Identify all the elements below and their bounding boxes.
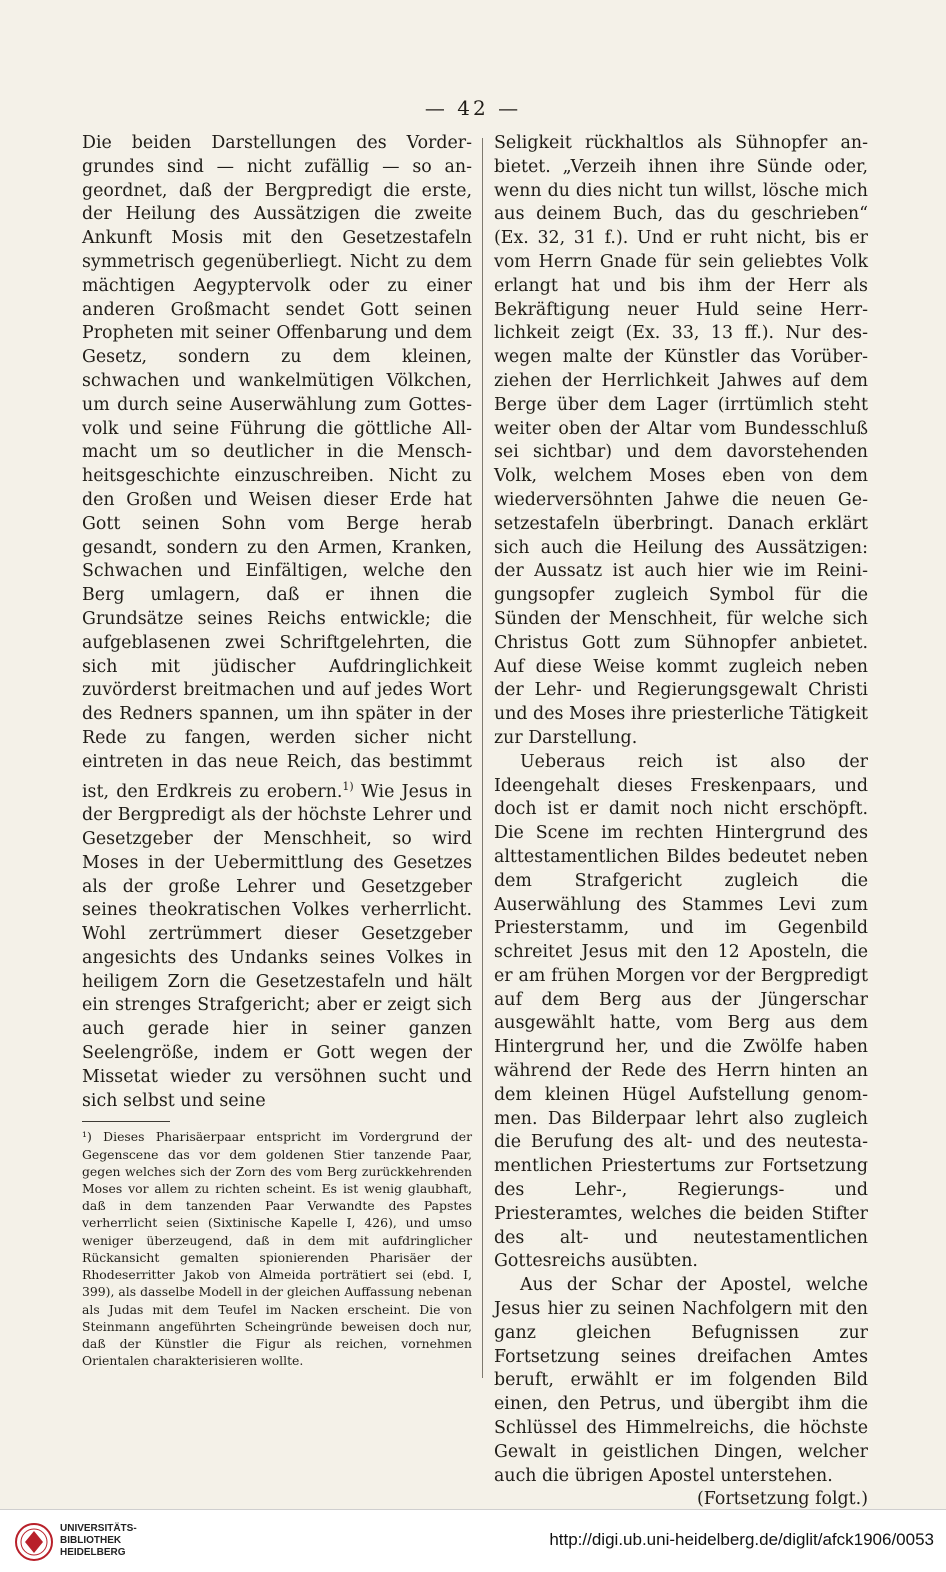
library-name-line2: BIBLIOTHEK [60, 1535, 122, 1546]
column-divider [482, 138, 483, 1378]
left-column [82, 132, 472, 1369]
left-paragraph [82, 132, 472, 1113]
right-paragraph-3 [494, 1274, 868, 1510]
footnote-rule [82, 1121, 170, 1122]
right-paragraph-1: Seligkeit rückhaltlos als Sühnopfer anbietet. „Verzeih ihnen ihre Sünde oder, wenn du dies nicht tun willst, lösche mich aus deinem Buch, das du geschrieben“ (Ex. 32, 31 f.). Und er ruht nicht, bis er vom Herrn Gnade für sein geliebtes Volk erlangt hat und bis ihm der Herr als Bekräftigung neuer Huld seine Herrlichkeit zeigt (Ex. 33, 13 ff.). Nur deswegen malte der Künstler das Vorüberziehen der Herrlichkeit Jahwes auf dem Berge über dem Lager (irrtümlich steht weiter oben der Altar vom Bundesschluß sei sichtbar) und dem davorstehenden Volk, welchem Moses eben von dem wiederversöhnten Jahwe die neuen Gesetzestafeln überbringt. Danach erklärt sich auch die Heilung des Aussätzigen: der Aussatz ist auch hier wie im Reinigungsopfer zugleich Symbol für die Sünden der Menschheit, für welche sich Christus Gott zum Sühnopfer anbietet. Auf diese Weise kommt zugleich neben der Lehr- und Regierungsgewalt Christi und des Moses ihre priesterliche Tätigkeit zur Darstellung. [494, 133, 869, 748]
left-paragraph-text: Die beiden Darstellungen des Vordergrundes sind — nicht zufällig — so angeordnet, daß der Bergpredigt die erste, der Heilung des Aussätzigen die zweite Ankunft Mosis mit den Gesetzestafeln symmetrisch gegenüberliegt. Nicht zu dem mächtigen Aegyptervolk oder zu einer anderen Großmacht sendet Gott seinen Propheten mit seiner Offenbarung und dem Gesetz, sondern zu dem kleinen, schwachen und wankelmütigen Völkchen, um durch seine Auserwählung zum Gottesvolk und seine Führung die göttliche Allmacht um so deutlicher in die Menschheitsgeschichte einzuschreiben. Nicht zu den Großen und Weisen dieser Erde hat Gott seinen Sohn vom Berge herab gesandt, sondern zu den Armen, Kranken, Schwachen und Einfältigen, welche den Berg umlagern, daß er ihnen die Grundsätze seines Reichs entwickle; die aufgeblasenen zwei Schriftgelehrten, die sich mit jüdischer Aufdringlichkeit zuvörderst breitmachen und auf jedes Wort des Redners spannen, um ihn später in der Rede zu fangen, werden sicher nicht eintreten in das neue Reich, das bestimmt ist, den Erdkreis zu erobern. [82, 133, 472, 802]
library-name-line3: HEIDELBERG [60, 1547, 126, 1558]
footer-bar [0, 1509, 946, 1572]
footnote-marker: 1) [342, 779, 354, 793]
permalink-url[interactable]: http://digi.ub.uni-heidelberg.de/diglit/afck1906/0053 [549, 1530, 934, 1549]
right-paragraph-3-text: Aus der Schar der Apostel, welche Jesus hier zu seinen Nachfolgern mit den ganz gleichen Befugnissen zur Fortsetzung seines dreifachen Amtes beruft, erwählt er im folgenden Bild einen, den Petrus, und übergibt ihm die Schlüssel des Himmelreichs, die höchste Gewalt in geistlichen Dingen, welcher auch die übrigen Apostel unterstehen. [494, 1275, 868, 1486]
library-name [60, 1523, 137, 1559]
page-number: — 42 — [424, 96, 522, 120]
footnote: ¹) Dieses Pharisäerpaar entspricht im Vordergrund der Gegenscene das vor dem goldenen Stier tanzende Paar, gegen welches sich der Zorn des vom Berg zurückkehrenden Moses vor allem zu richten scheint. Es ist wenig glaubhaft, daß in dem tanzenden Paar Verwandte des Papstes verherrlicht seien (Sixtinische Kapelle I, 426), und umso weniger überzeugend, daß in dem mit aufdringlicher Rückansicht gemalten spionierenden Pharisäer der Rhodeserritter Jakob von Almeida porträtiert sei (ebd. I, 399), als dasselbe Modell in der gleichen Auffassung nebenan als Judas mit dem Teufel im Nacken erscheint. Die von Steinmann angeführten Scheingründe beweisen doch nur, daß der Künstler die Figur als reichen, vornehmen Orientalen charakterisieren wollte. [82, 1129, 472, 1369]
right-column [494, 132, 868, 1512]
right-paragraph-2: Ueberaus reich ist also der Ideengehalt dieses Freskenpaars, und doch ist er damit noch nicht erschöpft. Die Scene im rechten Hintergrund des alttestamentlichen Bildes bedeutet neben dem Strafgericht zugleich die Auserwählung des Stammes Levi zum Priesterstamm, und im Gegenbild schreitet Jesus mit den 12 Aposteln, die er am frühen Morgen vor der Bergpredigt auf dem Berg aus der Jüngerschar ausgewählt hatte, vom Berg aus dem Hintergrund her, und die Zwölfe haben während der Rede des Herrn hinten an dem kleinen Hügel Aufstellung genommen. Das Bilderpaar lehrt also zugleich die Berufung des alt- und des neutestamentlichen Priestertums zur Fortsetzung des Lehr-, Regierungs- und Priesteramtes, welches die beiden Stifter des alt- und neutestamentlichen Gottesreichs ausübten. [494, 751, 868, 1272]
library-name-line1: UNIVERSITÄTS- [60, 1523, 137, 1534]
university-seal-icon [14, 1522, 54, 1562]
continued-note: (Fortsetzung folgt.) [696, 1489, 868, 1510]
left-paragraph-continuation: Wie Jesus in der Bergpredigt als der höchste Lehrer und Gesetzgeber der Menschheit, so wird Moses in der Uebermittlung des Gesetzes als der große Lehrer und Gesetzgeber seines theokratischen Volkes verherrlicht. Wohl zertrümmert dieser Gesetzgeber angesichts des Undanks seines Volkes in heiligem Zorn die Gesetzestafeln und hält ein strenges Strafgericht; aber er zeigt sich auch gerade hier in seiner ganzen Seelengröße, indem er Gott wegen der Missetat wieder zu versöhnen sucht und sich selbst und seine [82, 781, 472, 1111]
